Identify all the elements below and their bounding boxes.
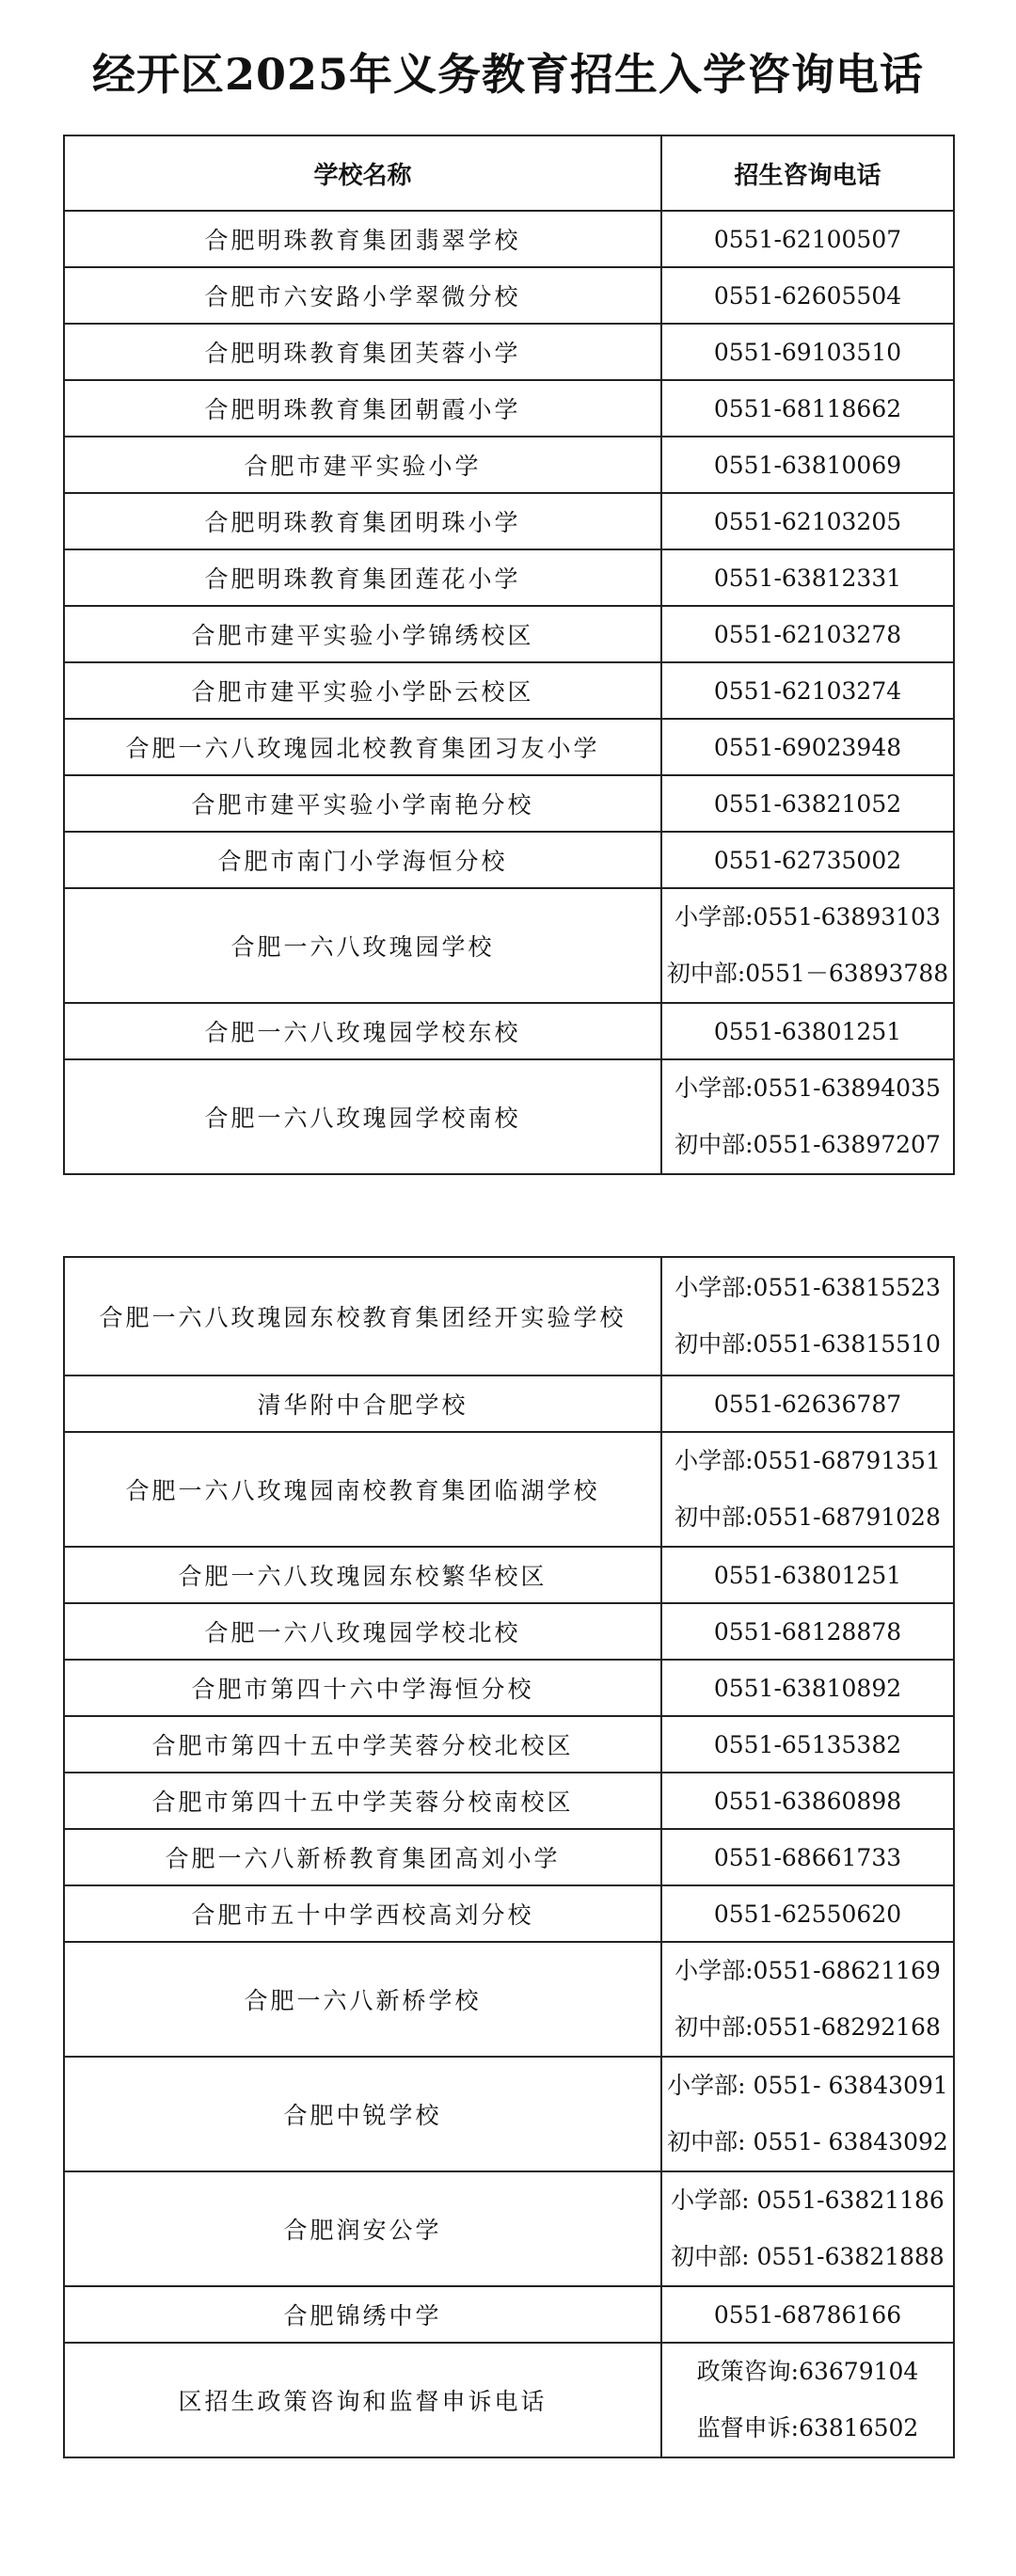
table-row bbox=[64, 1829, 954, 1885]
phone-cell bbox=[661, 549, 954, 606]
phone-number: 小学部:0551-68621169 bbox=[675, 1957, 941, 1984]
phone-number: 0551-63810892 bbox=[713, 1674, 902, 1702]
phone-number: 0551-69023948 bbox=[713, 733, 902, 761]
school-name-cell: 合肥市建平实验小学卧云校区 bbox=[64, 662, 661, 719]
table-row bbox=[64, 324, 954, 380]
phone-cell bbox=[661, 380, 954, 437]
phone-cell bbox=[661, 267, 954, 324]
phone-number: 0551-63860898 bbox=[713, 1787, 902, 1815]
phone-number: 0551-63812331 bbox=[713, 564, 902, 592]
table-row bbox=[64, 1603, 954, 1660]
table-row bbox=[64, 1257, 954, 1375]
phone-cell bbox=[661, 324, 954, 380]
contact-table-part-1 bbox=[63, 135, 955, 1175]
school-name-cell: 合肥明珠教育集团朝霞小学 bbox=[64, 380, 661, 437]
phone-number: 监督申诉:63816502 bbox=[696, 2414, 919, 2441]
phone-number: 0551-62735002 bbox=[713, 846, 902, 874]
phone-cell bbox=[661, 493, 954, 549]
phone-cell bbox=[661, 1432, 954, 1547]
school-name-cell: 合肥明珠教育集团芙蓉小学 bbox=[64, 324, 661, 380]
header-phone: 招生咨询电话 bbox=[661, 135, 954, 211]
phone-cell bbox=[661, 2057, 954, 2171]
phone-number: 初中部: 0551- 63843092 bbox=[667, 2128, 948, 2155]
school-name-cell: 合肥润安公学 bbox=[64, 2171, 661, 2286]
school-name-cell: 合肥市南门小学海恒分校 bbox=[64, 832, 661, 888]
phone-number: 0551-65135382 bbox=[713, 1730, 902, 1758]
table-row bbox=[64, 1432, 954, 1547]
school-name-cell: 合肥一六八玫瑰园东校繁华校区 bbox=[64, 1547, 661, 1603]
school-name-cell: 区招生政策咨询和监督申诉电话 bbox=[64, 2343, 661, 2457]
school-name-cell: 合肥市第四十五中学芙蓉分校北校区 bbox=[64, 1716, 661, 1773]
table-row bbox=[64, 1660, 954, 1716]
phone-number: 初中部:0551-68791028 bbox=[675, 1503, 941, 1531]
phone-number: 0551-63801251 bbox=[713, 1017, 902, 1045]
phone-number: 初中部:0551－63893788 bbox=[666, 960, 949, 987]
phone-cell bbox=[661, 1257, 954, 1375]
school-name-cell: 合肥市建平实验小学 bbox=[64, 437, 661, 493]
header-school-name: 学校名称 bbox=[64, 135, 661, 211]
phone-number: 0551-63821052 bbox=[713, 789, 902, 818]
phone-cell bbox=[661, 888, 954, 1003]
phone-cell bbox=[661, 606, 954, 662]
school-name-cell: 合肥一六八玫瑰园北校教育集团习友小学 bbox=[64, 719, 661, 775]
table-row bbox=[64, 719, 954, 775]
school-name-cell: 合肥锦绣中学 bbox=[64, 2286, 661, 2343]
phone-number: 小学部:0551-63815523 bbox=[675, 1274, 941, 1301]
phone-cell bbox=[661, 1716, 954, 1773]
table-row bbox=[64, 267, 954, 324]
table-row bbox=[64, 211, 954, 267]
phone-number: 0551-62103205 bbox=[713, 507, 902, 535]
phone-number: 0551-62100507 bbox=[713, 225, 902, 253]
phone-number: 0551-62605504 bbox=[713, 281, 902, 310]
table-row bbox=[64, 1942, 954, 2057]
phone-cell bbox=[661, 1885, 954, 1942]
phone-number: 0551-63801251 bbox=[713, 1561, 902, 1589]
school-name-cell: 合肥市建平实验小学南艳分校 bbox=[64, 775, 661, 832]
school-name-cell: 清华附中合肥学校 bbox=[64, 1375, 661, 1432]
table-row bbox=[64, 2343, 954, 2457]
school-name-cell: 合肥明珠教育集团翡翠学校 bbox=[64, 211, 661, 267]
phone-number: 小学部:0551-63894035 bbox=[675, 1074, 941, 1102]
table-row bbox=[64, 380, 954, 437]
table-row bbox=[64, 832, 954, 888]
phone-number: 0551-68128878 bbox=[713, 1617, 902, 1646]
phone-cell bbox=[661, 719, 954, 775]
table-header-row bbox=[64, 135, 954, 211]
table-row bbox=[64, 1375, 954, 1432]
phone-number: 0551-68786166 bbox=[713, 2300, 902, 2329]
table-row bbox=[64, 606, 954, 662]
phone-cell bbox=[661, 832, 954, 888]
school-name-cell: 合肥一六八玫瑰园学校南校 bbox=[64, 1059, 661, 1174]
phone-cell bbox=[661, 662, 954, 719]
school-name-cell: 合肥一六八玫瑰园学校 bbox=[64, 888, 661, 1003]
table-row bbox=[64, 775, 954, 832]
phone-number: 小学部: 0551-63821186 bbox=[671, 2186, 945, 2214]
phone-cell bbox=[661, 1942, 954, 2057]
school-name-cell: 合肥一六八玫瑰园南校教育集团临湖学校 bbox=[64, 1432, 661, 1547]
phone-cell bbox=[661, 1003, 954, 1059]
school-name-cell: 合肥一六八玫瑰园东校教育集团经开实验学校 bbox=[64, 1257, 661, 1375]
school-name-cell: 合肥中锐学校 bbox=[64, 2057, 661, 2171]
school-name-cell: 合肥一六八玫瑰园学校北校 bbox=[64, 1603, 661, 1660]
phone-cell bbox=[661, 1603, 954, 1660]
table-row bbox=[64, 2286, 954, 2343]
table-row bbox=[64, 1059, 954, 1174]
phone-number: 0551-62636787 bbox=[713, 1390, 902, 1418]
table-row bbox=[64, 1547, 954, 1603]
phone-number: 初中部:0551-68292168 bbox=[675, 2013, 941, 2041]
phone-number: 0551-63810069 bbox=[713, 451, 902, 479]
phone-cell bbox=[661, 437, 954, 493]
phone-cell bbox=[661, 2171, 954, 2286]
phone-cell bbox=[661, 1547, 954, 1603]
school-name-cell: 合肥一六八新桥学校 bbox=[64, 1942, 661, 2057]
school-name-cell: 合肥市建平实验小学锦绣校区 bbox=[64, 606, 661, 662]
page-title: 经开区2025年义务教育招生入学咨询电话 bbox=[91, 49, 925, 100]
table-row bbox=[64, 1885, 954, 1942]
phone-number: 0551-69103510 bbox=[713, 338, 902, 366]
phone-cell bbox=[661, 1829, 954, 1885]
phone-cell bbox=[661, 1773, 954, 1829]
school-name-cell: 合肥明珠教育集团明珠小学 bbox=[64, 493, 661, 549]
phone-cell bbox=[661, 1660, 954, 1716]
phone-number: 政策咨询:63679104 bbox=[696, 2358, 919, 2385]
phone-number: 初中部: 0551-63821888 bbox=[671, 2243, 945, 2270]
phone-number: 0551-68118662 bbox=[713, 394, 902, 422]
school-name-cell: 合肥一六八新桥教育集团高刘小学 bbox=[64, 1829, 661, 1885]
phone-number: 0551-68661733 bbox=[713, 1843, 902, 1871]
school-name-cell: 合肥市五十中学西校高刘分校 bbox=[64, 1885, 661, 1942]
phone-cell bbox=[661, 1059, 954, 1174]
phone-number: 0551-62103278 bbox=[713, 620, 902, 648]
school-name-cell: 合肥明珠教育集团莲花小学 bbox=[64, 549, 661, 606]
school-name-cell: 合肥市第四十六中学海恒分校 bbox=[64, 1660, 661, 1716]
phone-number: 小学部:0551-63893103 bbox=[675, 903, 941, 930]
table-row bbox=[64, 493, 954, 549]
phone-number: 0551-62103274 bbox=[713, 676, 902, 705]
school-name-cell: 合肥市六安路小学翠微分校 bbox=[64, 267, 661, 324]
table-row bbox=[64, 2057, 954, 2171]
table-row bbox=[64, 1716, 954, 1773]
phone-number: 0551-62550620 bbox=[713, 1900, 902, 1928]
phone-cell bbox=[661, 2343, 954, 2457]
table-row bbox=[64, 1773, 954, 1829]
table-row bbox=[64, 888, 954, 1003]
phone-cell bbox=[661, 775, 954, 832]
table-row bbox=[64, 662, 954, 719]
phone-cell bbox=[661, 1375, 954, 1432]
table-row bbox=[64, 437, 954, 493]
contact-table-part-2 bbox=[63, 1256, 955, 2458]
phone-number: 初中部:0551-63815510 bbox=[675, 1330, 941, 1358]
phone-cell bbox=[661, 211, 954, 267]
school-name-cell: 合肥一六八玫瑰园学校东校 bbox=[64, 1003, 661, 1059]
table-row bbox=[64, 2171, 954, 2286]
table-row bbox=[64, 549, 954, 606]
phone-number: 小学部: 0551- 63843091 bbox=[667, 2072, 948, 2099]
phone-cell bbox=[661, 2286, 954, 2343]
phone-number: 小学部:0551-68791351 bbox=[675, 1447, 941, 1474]
school-name-cell: 合肥市第四十五中学芙蓉分校南校区 bbox=[64, 1773, 661, 1829]
table-row bbox=[64, 1003, 954, 1059]
phone-number: 初中部:0551-63897207 bbox=[675, 1131, 941, 1158]
